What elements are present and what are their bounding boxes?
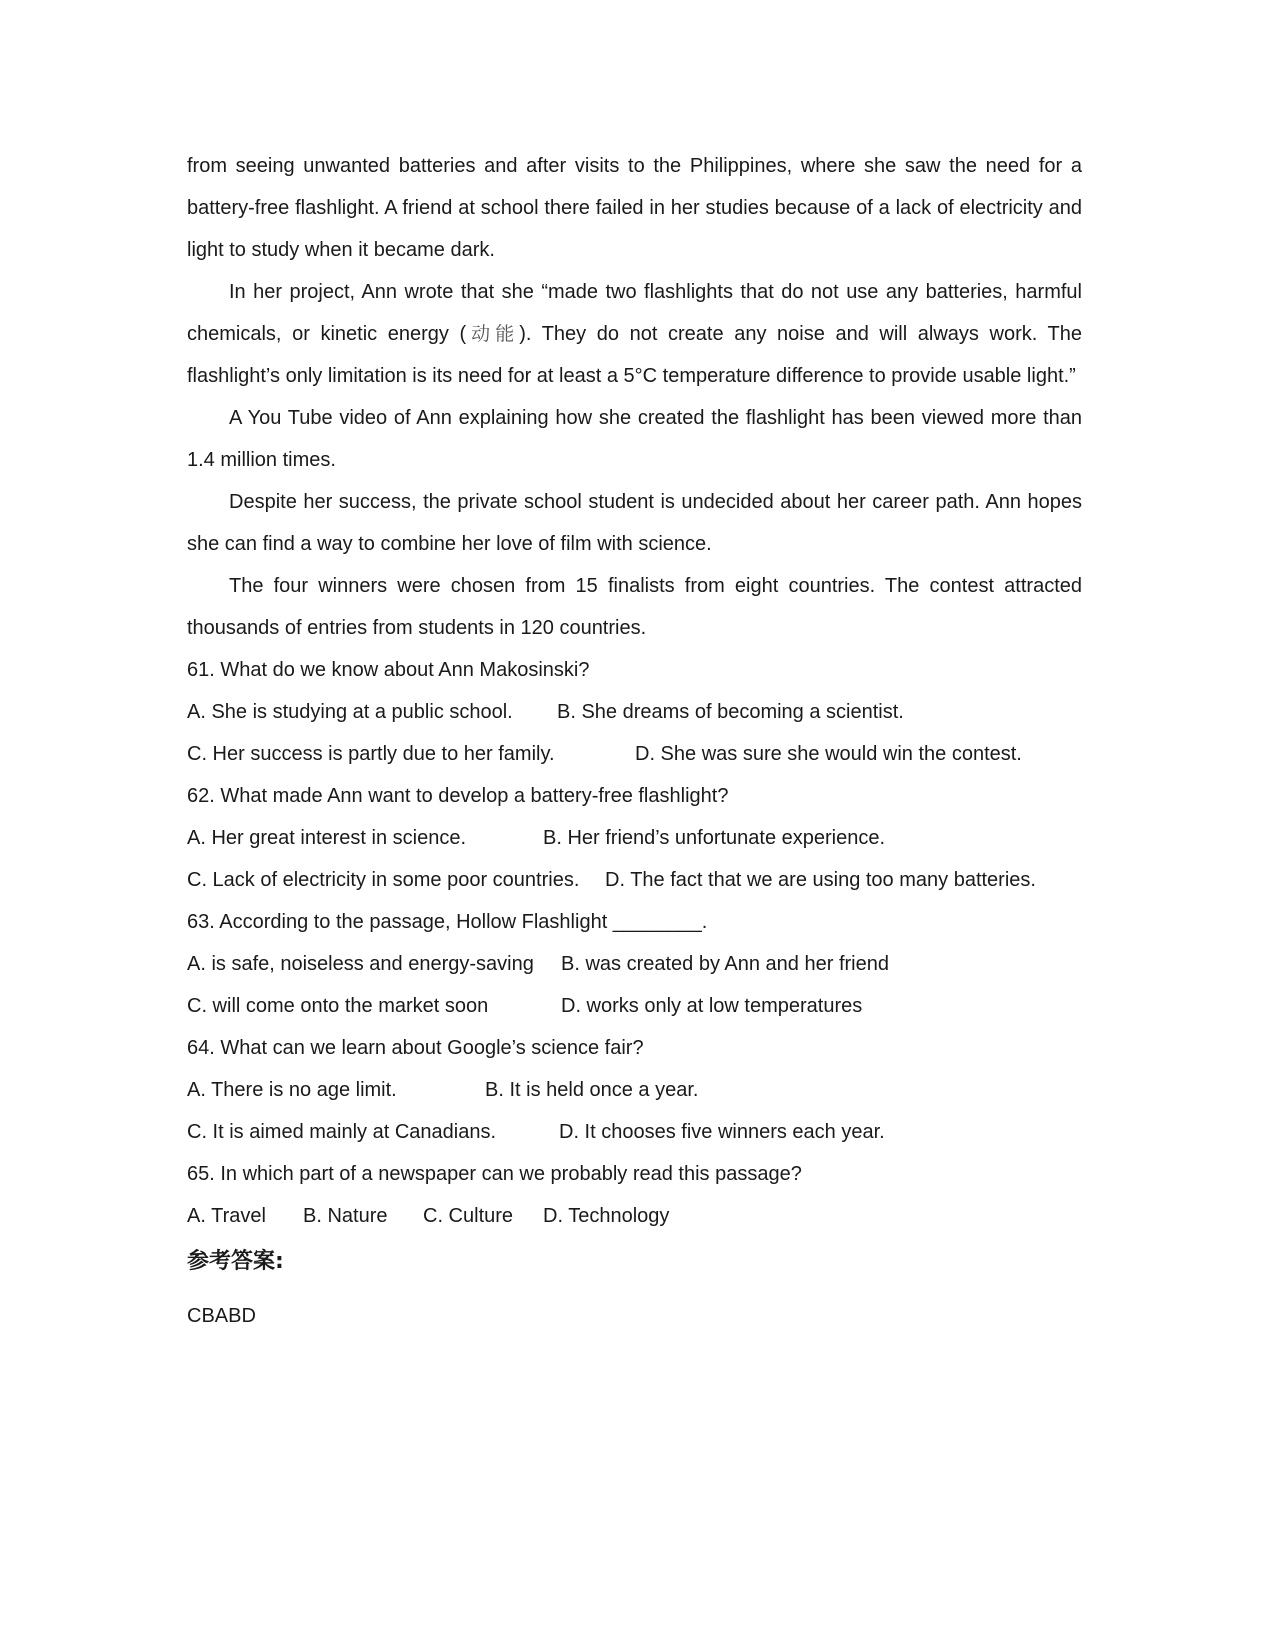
question-62-stem: 62. What made Ann want to develop a battery-free flashlight? bbox=[187, 785, 729, 807]
question-63-option-a: A. is safe, noiseless and energy-saving bbox=[187, 953, 534, 975]
question-65-options-row bbox=[187, 1195, 1082, 1237]
question-64-options-row-2 bbox=[187, 1111, 1082, 1153]
question-63-option-b: B. was created by Ann and her friend bbox=[561, 953, 889, 975]
question-63-stem: 63. According to the passage, Hollow Flashlight ________. bbox=[187, 911, 708, 933]
passage-paragraph-3: A You Tube video of Ann explaining how she created the flashlight has been viewed more than 1.4 million times. bbox=[187, 407, 1082, 471]
question-64-option-c: C. It is aimed mainly at Canadians. bbox=[187, 1121, 497, 1143]
question-61-option-c: C. Her success is partly due to her family. bbox=[187, 743, 555, 765]
question-61-option-a: A. She is studying at a public school. bbox=[187, 701, 513, 723]
question-63-options-row-2 bbox=[187, 985, 1082, 1027]
question-64-stem: 64. What can we learn about Google’s science fair? bbox=[187, 1037, 644, 1059]
document-page bbox=[187, 145, 1082, 1337]
passage-paragraph-2-text-b: ). They do not create any noise and will always work. The flashlight’s only limitation is its need for at least a 5°C temperature difference to provide usable light.” bbox=[187, 323, 1082, 387]
question-64-option-b: B. It is held once a year. bbox=[485, 1079, 699, 1101]
question-64-options-row-1 bbox=[187, 1069, 1082, 1111]
question-63-options-row-1 bbox=[187, 943, 1082, 985]
question-63-option-d: D. works only at low temperatures bbox=[561, 995, 863, 1017]
question-62-option-a: A. Her great interest in science. bbox=[187, 827, 467, 849]
passage-paragraph-2-text-a: In her project, Ann wrote that she “made two flashlights that do not use any batteries, harmful chemicals, or kinetic energy ( bbox=[187, 281, 1082, 345]
question-65-option-a: A. Travel bbox=[187, 1205, 266, 1227]
question-63-option-c: C. will come onto the market soon bbox=[187, 995, 489, 1017]
question-62-options-row-2 bbox=[187, 859, 1082, 901]
passage-paragraph-1: from seeing unwanted batteries and after visits to the Philippines, where she saw the need for a battery-free flashlight. A friend at school there failed in her studies because of a lack of electricity and light to study when it became dark. bbox=[187, 155, 1082, 261]
question-64-option-a: A. There is no age limit. bbox=[187, 1079, 397, 1101]
question-62-options-row-1 bbox=[187, 817, 1082, 859]
answer-key-title: 参考答案: bbox=[187, 1249, 284, 1274]
question-65-stem: 65. In which part of a newspaper can we probably read this passage? bbox=[187, 1163, 802, 1185]
question-61-option-b: B. She dreams of becoming a scientist. bbox=[557, 701, 904, 723]
passage-paragraph-4: Despite her success, the private school student is undecided about her career path. Ann hopes she can find a way to combine her love of film with science. bbox=[187, 491, 1082, 555]
question-61-options-row-2 bbox=[187, 733, 1082, 775]
passage-paragraph-5: The four winners were chosen from 15 finalists from eight countries. The contest attracted thousands of entries from students in 120 countries. bbox=[187, 575, 1082, 639]
question-61-option-d: D. She was sure she would win the contest. bbox=[635, 743, 1022, 765]
passage-paragraph-2 bbox=[187, 271, 1082, 397]
question-61-stem: 61. What do we know about Ann Makosinski? bbox=[187, 659, 590, 681]
question-64-option-d: D. It chooses five winners each year. bbox=[559, 1121, 885, 1143]
question-62-option-b: B. Her friend’s unfortunate experience. bbox=[543, 827, 886, 849]
answer-key-value: CBABD bbox=[187, 1305, 256, 1327]
question-65-option-c: C. Culture bbox=[423, 1205, 514, 1227]
question-65-option-b: B. Nature bbox=[303, 1205, 388, 1227]
question-61-options-row-1 bbox=[187, 691, 1082, 733]
question-62-option-c: C. Lack of electricity in some poor countries. bbox=[187, 869, 580, 891]
question-65-option-d: D. Technology bbox=[543, 1205, 670, 1227]
passage-paragraph-2-cjk-gloss: 动能 bbox=[466, 323, 520, 345]
question-62-option-d: D. The fact that we are using too many batteries. bbox=[605, 869, 1036, 891]
